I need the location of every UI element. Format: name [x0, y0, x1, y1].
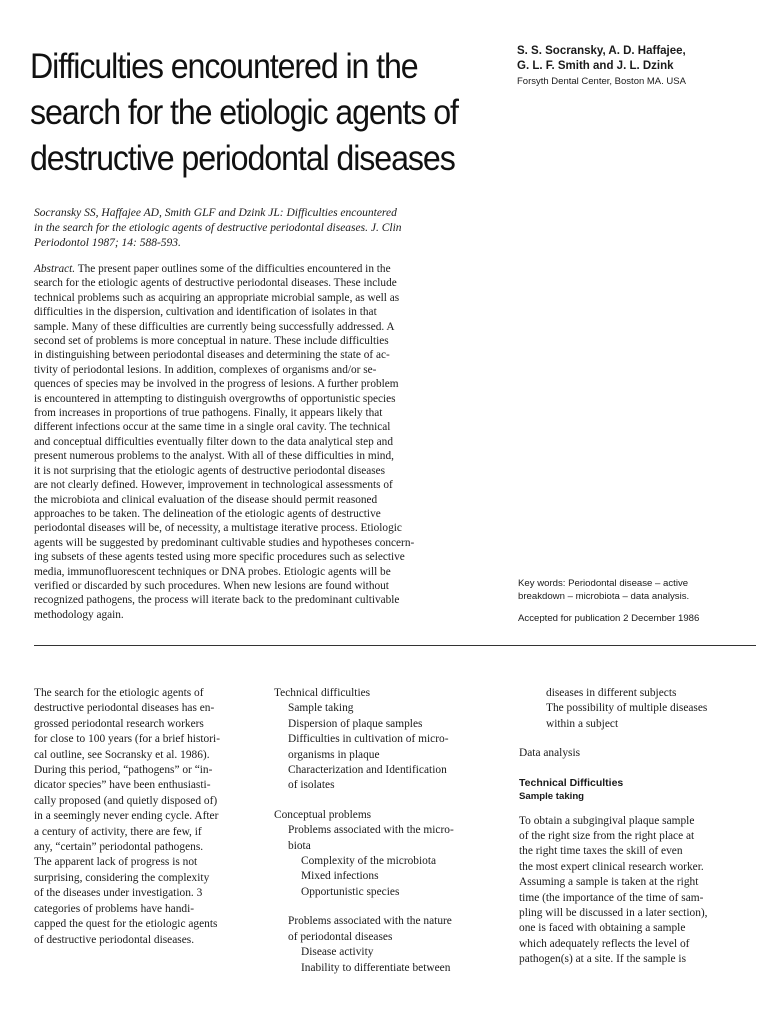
author-affiliation	[517, 75, 757, 88]
text-line: of the right size from the right place at	[519, 830, 695, 843]
title-line: search for the etiologic agents of	[30, 93, 458, 132]
list-subitem: Opportunistic species	[301, 885, 400, 898]
title-line: Difficulties encountered in the	[30, 47, 418, 86]
body-column-2	[274, 686, 502, 976]
divider-rule	[34, 645, 756, 646]
author-line: G. L. F. Smith and J. L. Dzink	[517, 60, 674, 72]
spacer	[519, 804, 759, 814]
section-paragraph	[519, 814, 759, 968]
text-line: time (the importance of the time of sam-	[519, 891, 704, 904]
text-line: one is faced with obtaining a sample	[519, 922, 686, 935]
text-line: recognized pathogens, the process will iterate back to the predominant cultivable	[34, 594, 400, 607]
spacer	[274, 794, 502, 808]
text-line: approaches to be taken. The delineation of the etiologic agents of destructive	[34, 507, 381, 520]
list-subitem: Mixed infections	[301, 870, 379, 883]
list-subitem: within a subject	[546, 717, 619, 730]
text-line: methodology again.	[34, 608, 124, 621]
text-line: periodontal diseases will be, of necessity, a multistage iterative process. Etiologic	[34, 522, 402, 535]
text-line: present numerous problems to the analyst. With all of these difficulties in mind,	[34, 450, 394, 463]
text-line: of the diseases under investigation. 3	[34, 887, 203, 900]
text-line: are not clearly defined. However, improvement in technological assessments of	[34, 479, 393, 492]
list-item: organisms in plaque	[288, 748, 380, 761]
section-heading: Technical Difficulties	[519, 776, 624, 789]
text-line: it is not surprising that the etiologic agents of destructive periodontal diseases	[34, 464, 386, 477]
list-item: of isolates	[288, 779, 335, 792]
text-line: in distinguishing between periodontal diseases and determining the state of ac-	[34, 349, 390, 362]
author-line: S. S. Socransky, A. D. Haffajee,	[517, 45, 686, 57]
text-line: surprising, considering the complexity	[34, 871, 210, 884]
text-line: the right time taxes the skill of even	[519, 845, 683, 858]
text-line: which adequately reflects the level of	[519, 937, 690, 950]
text-line: sample. Many of these difficulties are currently being successfully addressed. A	[34, 320, 395, 333]
keywords	[518, 578, 758, 603]
text-line: in a seemingly never ending cycle. After	[34, 810, 219, 823]
text-line: cally proposed (and quietly disposed of)	[34, 794, 218, 807]
text-line: the microbiota and clinical evaluation of the disease should permit reasoned	[34, 493, 378, 506]
body-column-1	[34, 686, 256, 948]
spacer	[274, 900, 502, 914]
text-line: The search for the etiologic agents of	[34, 687, 204, 699]
author-block	[517, 44, 757, 88]
list-heading-technical: Technical difficulties	[274, 687, 371, 699]
list-item: Characterization and Identification	[288, 764, 447, 777]
text-line: grossed periodontal research workers	[34, 717, 204, 730]
text-line: the most expert clinical research worker.	[519, 860, 704, 873]
text-line: technical problems such as acquiring an appropriate microbial sample, as well as	[34, 291, 400, 304]
text-line: difficulties in the dispersion, cultivation and identification of isolates in that	[34, 306, 377, 319]
spacer	[519, 762, 759, 776]
list-subitem: diseases in different subjects	[546, 687, 677, 699]
text-line: ing subsets of these agents tested using more specific procedures such as selective	[34, 551, 405, 564]
text-line: for close to 100 years (for a brief histori-	[34, 733, 220, 746]
text-line: different infections occur at the same time in a single oral cavity. The technical	[34, 421, 391, 434]
subsection-heading: Sample taking	[519, 790, 585, 802]
title-line: destructive periodontal diseases	[30, 139, 455, 178]
text-line: is encountered in attempting to distinguish overgrowths of opportunistic species	[34, 392, 396, 405]
text-line: tivity of periodontal lesions. In addition, complexes of organisms and/or se-	[34, 363, 377, 376]
text-line: categories of problems have handi-	[34, 902, 195, 915]
text-line: The apparent lack of progress is not	[34, 856, 198, 869]
text-line: a century of activity, there are few, if	[34, 825, 202, 838]
list-item: of periodontal diseases	[288, 930, 393, 943]
list-item: Problems associated with the micro-	[288, 824, 454, 837]
list-subitem: Disease activity	[301, 946, 374, 959]
abstract-line: The present paper outlines some of the difficulties encountered in the	[75, 263, 391, 275]
article-title	[30, 44, 462, 182]
accepted-date: Accepted for publication 2 December 1986	[518, 613, 700, 624]
text-line: search for the etiologic agents of destructive periodontal diseases. These include	[34, 277, 397, 290]
text-line: agents will be suggested by predominant cultivable studies and hypotheses concern-	[34, 536, 415, 549]
spacer	[519, 732, 759, 746]
affiliation-line: Forsyth Dental Center, Boston MA. USA	[517, 76, 686, 87]
intro-paragraph	[34, 686, 256, 948]
list-subitem: Complexity of the microbiota	[301, 855, 437, 868]
list-item: Problems associated with the nature	[288, 915, 452, 928]
list-item: Sample taking	[288, 702, 354, 715]
keywords-line: breakdown – microbiota – data analysis.	[518, 590, 690, 602]
text-line: media, immunofluorescent techniques or DNA probes. Etiologic agents will be	[34, 565, 391, 578]
text-line: During this period, “pathogens” or “in-	[34, 764, 213, 777]
citation-line: in the search for the etiologic agents of destructive periodontal diseases. J. Clin	[34, 222, 402, 234]
list-item: Dispersion of plaque samples	[288, 717, 423, 730]
text-line: destructive periodontal diseases has en-	[34, 702, 215, 715]
text-line: from increases in proportions of true pathogens. Finally, it appears likely that	[34, 407, 383, 420]
list-item: biota	[288, 839, 311, 852]
list-item: Difficulties in cultivation of micro-	[288, 733, 449, 746]
abstract-label: Abstract.	[34, 263, 76, 275]
text-line: pathogen(s) at a site. If the sample is	[519, 953, 687, 966]
text-line: capped the quest for the etiologic agents	[34, 918, 218, 931]
text-line: verified or discarded by such procedures. When new lesions are found without	[34, 579, 389, 592]
text-line: pling will be discussed in a later section),	[519, 907, 708, 920]
text-line: To obtain a subgingival plaque sample	[519, 814, 695, 827]
author-names	[517, 44, 757, 74]
text-line: of destructive periodontal diseases.	[34, 933, 195, 946]
body-column-3	[519, 686, 759, 968]
list-heading-conceptual: Conceptual problems	[274, 808, 372, 821]
text-line: Assuming a sample is taken at the right	[519, 876, 699, 889]
keywords-line: Key words: Periodontal disease – active	[518, 578, 689, 589]
list-subitem: The possibility of multiple diseases	[546, 702, 708, 715]
text-line: second set of problems is more conceptual in nature. These include difficulties	[34, 335, 389, 348]
text-line: dicator species” have been enthusiasti-	[34, 779, 211, 792]
text-line: any, “certain” periodontal pathogens.	[34, 841, 204, 854]
text-line: quences of species may be involved in the progress of lesions. A further problem	[34, 378, 399, 391]
citation-line: Periodontol 1987; 14: 588-593.	[34, 237, 181, 249]
list-heading-data-analysis: Data analysis	[519, 747, 581, 760]
list-subitem: Inability to differentiate between	[301, 961, 451, 974]
text-line: cal outline, see Socransky et al. 1986).	[34, 748, 210, 761]
abstract	[34, 262, 502, 622]
citation	[34, 206, 494, 251]
text-line: and conceptual difficulties eventually filter down to the data analytical step and	[34, 435, 393, 448]
abstract-body	[34, 276, 502, 622]
abstract-first-line	[34, 262, 502, 276]
citation-line: Socransky SS, Haffajee AD, Smith GLF and Dzink JL: Difficulties encountered	[34, 207, 397, 219]
